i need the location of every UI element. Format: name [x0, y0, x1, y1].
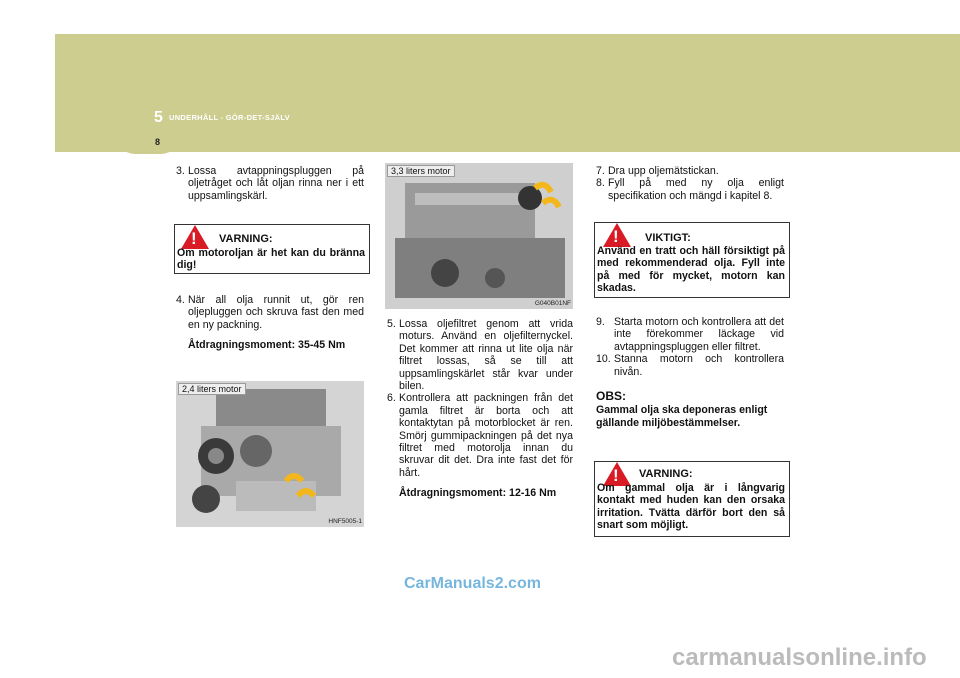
step-6-text: Kontrollera att packningen från det gamla filtret är borta och att kontaktytan på motorblocket är ren. Smörj gummipackningen på det nya filtret med motorolja innan du skruvar dit det. Dra inte fast det för hårt.: [399, 392, 573, 479]
chapter-number: 5: [154, 109, 163, 126]
photo-code-2-4l: HNF5005-1: [328, 518, 362, 525]
torque-spec-oil-filter: Åtdragningsmoment: 12-16 Nm: [399, 487, 557, 500]
important-triangle-icon: !: [603, 223, 631, 247]
engine-2-4l-illustration: [176, 381, 364, 527]
warning-triangle-icon: !: [181, 225, 209, 249]
steps-7-8: 7. Dra upp oljemätstickan. 8. Fyll på med ny olja enligt specifikation och mängd i kapitel 8.: [596, 165, 784, 202]
photo-label-2-4l: 2,4 liters motor: [178, 383, 246, 395]
chapter-title: UNDERHÅLL - GÖR-DET-SJÄLV: [169, 113, 290, 122]
obs-title: OBS:: [596, 389, 626, 404]
important-text: Använd en tratt och häll försiktigt på med rekommenderad olja. Fyll inte på med för mycket, motorn kan skadas.: [597, 245, 785, 295]
step-9-text: Starta motorn och kontrollera att det inte förekommer läckage vid avtappningspluggen eller filtret.: [614, 316, 784, 353]
warning-text: Om gammal olja är i långvarig kontakt med huden kan den orsaka irritation. Tvätta därför bort den så snart som möjligt.: [597, 482, 785, 532]
engine-photo-2-4l: [176, 381, 364, 527]
photo-code-3-3l: G040B01NF: [534, 300, 571, 307]
step-3-text: Lossa avtappningspluggen på oljetråget och låt oljan rinna ner i ett uppsamlingskärl.: [188, 165, 364, 202]
warning-text: Om motoroljan är het kan du bränna dig!: [177, 247, 365, 272]
important-box: [594, 222, 790, 298]
step-4-text: När all olja runnit ut, gör ren oljepluggen och skruva fast den med en ny packning.: [188, 294, 364, 331]
warning-box-hot-oil: [174, 224, 370, 274]
step-7-text: Dra upp oljemätstickan.: [608, 165, 719, 177]
step-10-text: Stanna motorn och kontrollera nivån.: [614, 353, 784, 378]
footer-watermark[interactable]: carmanualsonline.info: [672, 644, 927, 671]
step-3: 3. Lossa avtappningspluggen på oljetråget och låt oljan rinna ner i ett uppsamlingskärl.: [176, 165, 364, 202]
step-5-text: Lossa oljefiltret genom att vrida moturs. Använd en oljefilternyckel. Det kommer att rinna ut lite olja när filtret lossas, så se till att uppsamlingskärlet står kvar under bilen.: [399, 318, 573, 393]
warning-title: VARNING:: [219, 233, 273, 245]
step-4: 4. När all olja runnit ut, gör ren oljepluggen och skruva fast den med en ny packning. Åtdragningsmoment: 35-45 Nm: [176, 294, 364, 352]
warning-triangle-icon: !: [603, 462, 631, 486]
watermark[interactable]: CarManuals2.com: [404, 575, 541, 592]
torque-spec-drain-plug: Åtdragningsmoment: 35-45 Nm: [188, 339, 346, 352]
header-band: [55, 34, 960, 152]
steps-9-10-obs: 9. Starta motorn och kontrollera att det inte förekommer läckage vid avtappningspluggen eller filtret. 10. Stanna motorn och kontrollera nivån. OBS: Gammal olja ska deponeras enligt gällande miljöbestämmelser.: [596, 316, 784, 429]
step-8-text: Fyll på med ny olja enligt specifikation och mängd i kapitel 8.: [608, 177, 784, 202]
obs-text: Gammal olja ska deponeras enligt gällande miljöbestämmelser.: [596, 404, 768, 429]
photo-label-3-3l: 3,3 liters motor: [387, 165, 455, 177]
steps-5-6: 5. Lossa oljefiltret genom att vrida moturs. Använd en oljefilternyckel. Det kommer att rinna ut lite olja när filtret lossas, så se till att uppsamlingskärlet står kvar under bilen. 6. Kontrollera att packningen från det gamla filtret är borta och att kontaktytan på motorblocket är ren. Smörj gummipackningen på det nya filtret med motorolja innan du skruvar dit det. Dra inte fast det för hårt. Åtdragningsmoment: 12-16 Nm: [387, 318, 573, 500]
engine-photo-3-3l: [385, 163, 573, 309]
page-number: 8: [155, 137, 161, 147]
warning-box-skin-contact: [594, 461, 790, 537]
engine-3-3l-illustration: [385, 163, 573, 309]
important-title: VIKTIGT:: [645, 232, 691, 244]
warning-title: VARNING:: [639, 468, 693, 480]
